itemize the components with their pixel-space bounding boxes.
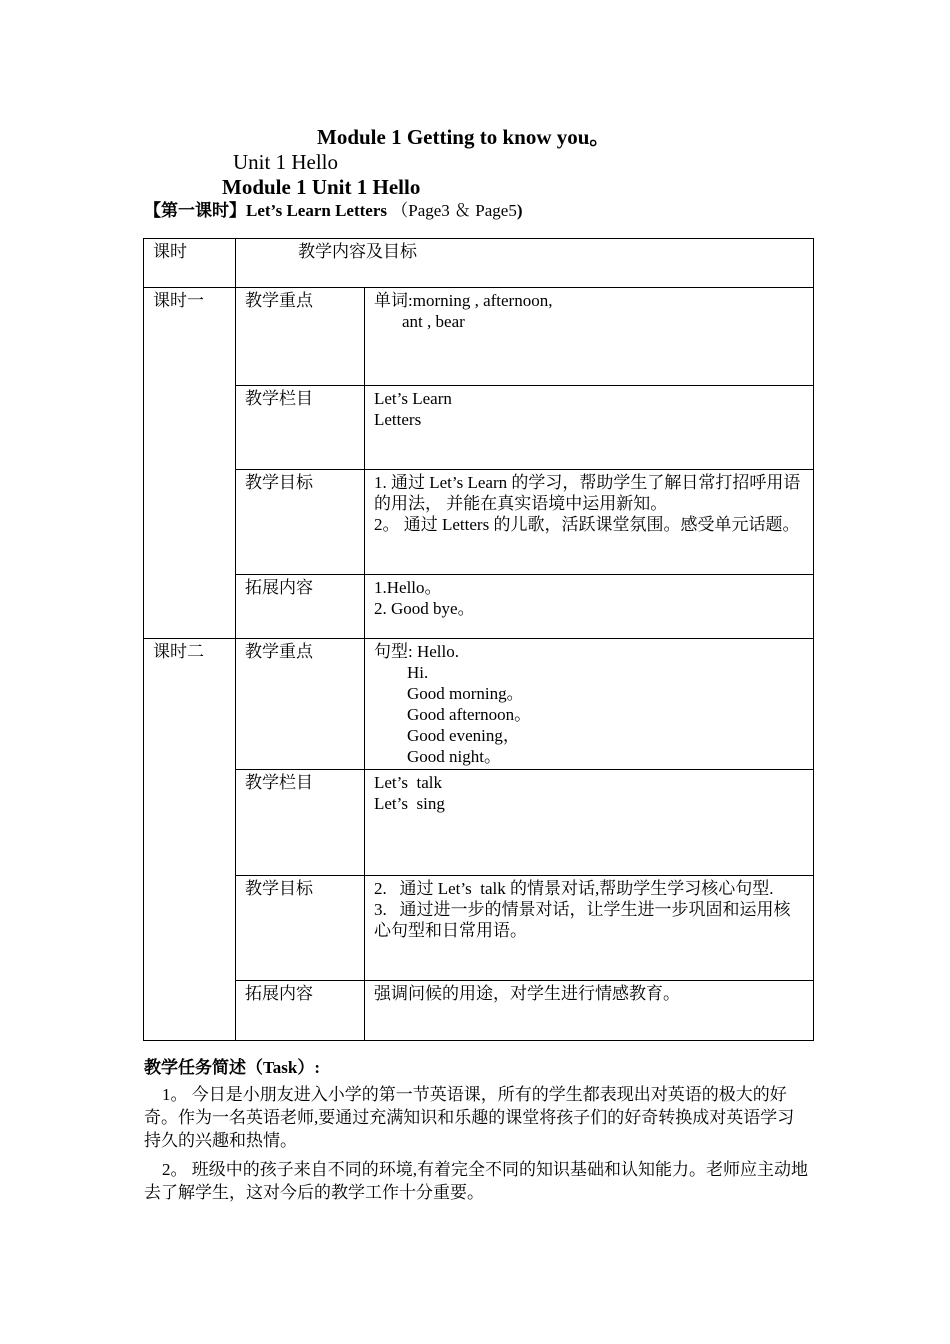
row-label: 教学重点 [236,288,365,386]
lesson-heading [144,201,523,221]
table-row [144,575,814,639]
module-title: Module 1 Getting to know you。 [317,125,611,149]
row-content [365,288,814,386]
unit-title: Unit 1 Hello [233,150,338,174]
table-row [144,288,814,386]
module-unit-title: Module 1 Unit 1 Hello [222,175,421,199]
row-label: 教学栏目 [236,386,365,470]
content-line: 1. 通过 Let’s Learn 的学习，帮助学生了解日常打招呼用语的用法， 并能在真实语境中运用新知。 [374,473,801,513]
content-line: Hi. [407,663,429,682]
content-line: Let’s talk [374,773,442,792]
content-line: ant , bear [402,312,465,331]
content-line: Good afternoon。 [407,705,532,724]
content-line: Let’s sing [374,794,445,813]
table-row [144,981,814,1041]
lesson-heading-pages: （Page3 ＆ Page5 [391,201,517,220]
row-label: 教学目标 [236,876,365,981]
content-line: Letters [374,410,422,429]
row-content [365,470,814,575]
task-paragraph-2: 2。 班级中的孩子来自不同的环境,有着完全不同的知识基础和认知能力。老师应主动地去了解学生，这对今后的教学工作十分重要。 [144,1160,808,1202]
header-lesson-cell: 课时 [144,239,236,288]
row-label: 教学目标 [236,470,365,575]
lesson-heading-bold: 【第一课时】Let’s Learn Letters [144,201,392,220]
row-content [365,876,814,981]
table-header-row [144,239,814,288]
content-line: 2. 通过 Let’s talk 的情景对话,帮助学生学习核心句型. [374,879,774,898]
content-line: 3. 通过进一步的情景对话，让学生进一步巩固和运用核心句型和日常用语。 [374,900,791,940]
row-label: 拓展内容 [236,981,365,1041]
row-label: 拓展内容 [236,575,365,639]
content-line: 2. Good bye。 [374,599,475,618]
content-line: Good night。 [407,747,501,766]
content-line: 句型: Hello. [374,642,459,661]
row-content [365,770,814,876]
content-line: 1.Hello。 [374,578,442,597]
lesson-heading-close: ) [516,201,523,220]
content-line: Good morning。 [407,684,524,703]
table-row [144,470,814,575]
row-content [365,575,814,639]
row-label: 教学栏目 [236,770,365,876]
lesson-1-label: 课时一 [144,288,236,639]
row-label: 教学重点 [236,639,365,770]
lesson-2-label: 课时二 [144,639,236,1041]
table-row [144,639,814,770]
lesson-plan-table [143,238,814,1041]
content-line: 强调问候的用途，对学生进行情感教育。 [374,984,680,1003]
row-content [365,386,814,470]
task-paragraph-1: 1。 今日是小朋友进入小学的第一节英语课，所有的学生都表现出对英语的极大的好奇。作为一名英语老师,要通过充满知识和乐趣的课堂将孩子们的好奇转换成对英语学习持久的兴趣和热情。 [144,1085,795,1150]
content-line: 单词:morning , afternoon, [374,291,553,310]
content-line: 2。 通过 Letters 的儿歌，活跃课堂氛围。感受单元话题。 [374,515,800,534]
row-content [365,981,814,1041]
table-row [144,876,814,981]
content-line: Let’s Learn [374,389,452,408]
task-title: 教学任务简述（Task）: [144,1058,321,1077]
table-row [144,386,814,470]
table-row [144,770,814,876]
row-content [365,639,814,770]
header-content-cell: 教学内容及目标 [236,239,814,288]
content-line: Good evening， [407,726,520,745]
